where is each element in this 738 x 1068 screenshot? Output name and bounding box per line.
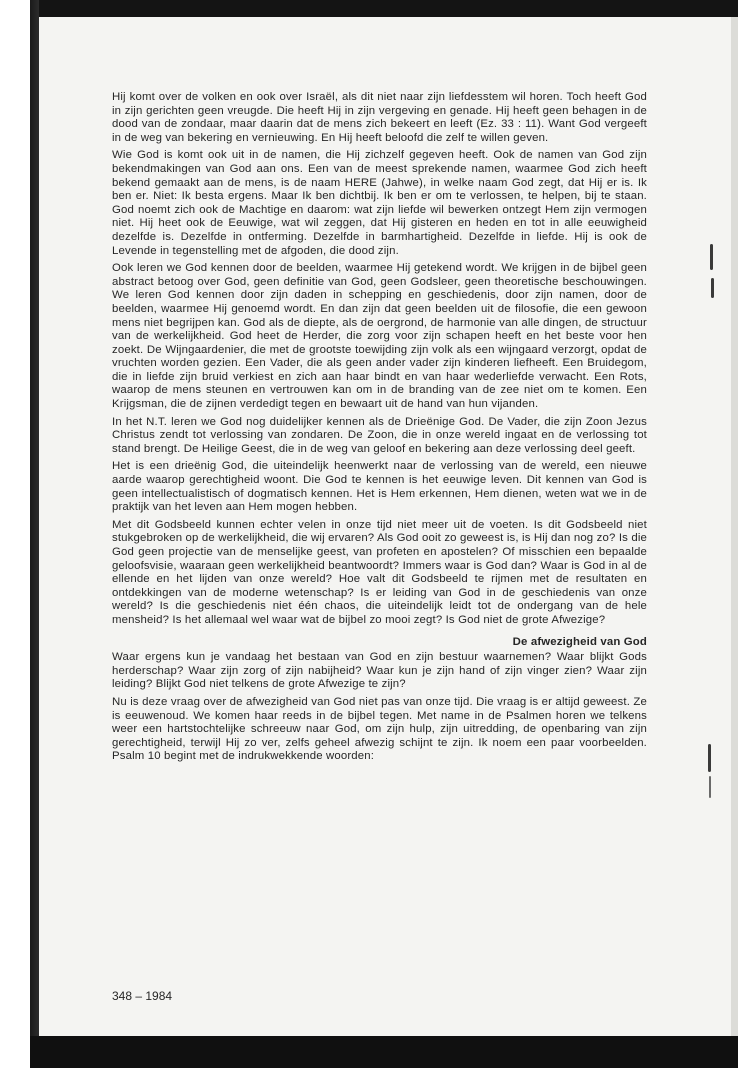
paragraph-1: Hij komt over de volken en ook over Israël, als dit niet naar zijn liefdesstem wil horen. Toch heeft God in zijn gerichten geen vreugde. Die heeft Hij in zijn vergeving en genade. Hij heeft geen behagen in de dood van de zondaar, maar daarin dat de mens zich bekeert en leeft (Ez. 33 : 11). Want God vergeeft in de weg van bekering en vernieuwing. En Hij heeft beloofd die zelf te willen geven.	[112, 91, 647, 144]
paragraph-4: In het N.T. leren we God nog duidelijker kennen als de Drieënige God. De Vader, die zijn Zoon Jezus Christus zendt tot verlossing van zondaren. De Zoon, die in onze wereld ingaat en de verlossing tot stand brengt. De Heilige Geest, die in de weg van geloof en bekering aan deze verlossing deel geeft.	[112, 415, 647, 455]
binding-mark-3	[708, 744, 711, 772]
paragraph-5: Het is een drieënig God, die uiteindelijk heenwerkt naar de verlossing van de wereld, een nieuwe aarde waarop gerechtigheid woont. Die God te kennen is het eeuwige leven. Dit kennen van God is geen intellectualistisch of dogmatisch kennen. Het is Hem erkennen, Hem dienen, weten wat we in de praktijk van het leven aan Hem mogen hebben.	[112, 460, 647, 514]
body-text	[112, 91, 647, 768]
paragraph-8: Nu is deze vraag over de afwezigheid van God niet pas van onze tijd. Die vraag is er altijd geweest. Ze is eeuwenoud. We komen haar reeds in de bijbel tegen. Met name in de Psalmen horen we telkens weer een hartstochtelijke schreeuw naar God, om zijn hulp, zijn uitredding, de openbaring van zijn gerechtigheid, terwijl Hij zo ver, zelfs geheel afwezig schijnt te zijn. Ik noem een paar voorbeelden. Psalm 10 begint met de indrukwekkende woorden:	[112, 695, 647, 763]
scan-border-left	[30, 0, 39, 1068]
scan-border-bottom	[30, 1036, 738, 1068]
paragraph-6: Met dit Godsbeeld kunnen echter velen in onze tijd niet meer uit de voeten. Is dit Godsbeeld niet stukgebroken op de werkelijkheid, die wij ervaren? Als God ooit zo geweest is, is Hij dan nog zo? Is die God geen projectie van de menselijke geest, van profeten en apostelen? Of misschien een bepaalde geloofsvisie, waaraan geen werkelijkheid beantwoordt? Immers waar is God dan? Waar is God in al de ellende en het lijden van onze wereld? Hoe valt dit Godsbeeld te rijmen met de resultaten en ontdekkingen van de moderne wetenschap? Is er leiding van God in de geschiedenis van onze wereld? Is die geschiedenis niet één chaos, die uiteindelijk leidt tot de ondergang van de hele mensheid? Is het allemaal wel waar wat de bijbel zo mooi zegt? Is God niet de grote Afwezige?	[112, 518, 647, 626]
section-heading: De afwezigheid van God	[512, 635, 647, 648]
page-number: 348 – 1984	[112, 989, 173, 1003]
page-edge	[731, 17, 738, 1036]
scan-border-top	[30, 0, 738, 17]
binding-mark-2	[711, 278, 714, 298]
paragraph-2: Wie God is komt ook uit in de namen, die Hij zichzelf gegeven heeft. Ook de namen van God zijn bekendmakingen van God aan ons. Een van de meest sprekende namen, waarmee God zich heeft bekend gemaakt aan de mens, is de naam HERE (Jahwe), in welke naam God zegt, dat Hij er is. Ik ben er. Niet: Ik besta ergens. Maar Ik ben dichtbij. Ik ben er om te verlossen, te helpen, bij te staan. God noemt zich ook de Machtige en daarom: wat zijn liefde wil bewerken ontzegt Hem zijn vermogen niet. Hij heet ook de Eeuwige, wat wil zeggen, dat Hij gisteren en heden en tot in alle eeuwigheid dezelfde is. Dezelfde in ontferming. Dezelfde in barmhartigheid. Dezelfde in liefde. Hij is ook de Levende in tegenstelling met de afgoden, die dood zijn.	[112, 149, 647, 257]
paragraph-3: Ook leren we God kennen door de beelden, waarmee Hij getekend wordt. We krijgen in de bijbel geen abstract betoog over God, geen definitie van God, geen Godsleer, geen theoretische beschouwingen. We leren God kennen door zijn daden in schepping en geschiedenis, door zijn namen, door de beelden, waarmee Hij genoemd wordt. En dan zijn dat geen beelden uit de filosofie, die een gewoon mens niet begrijpen kan. God als de diepte, als de oergrond, de harmonie van alle dingen, de structuur van de werkelijkheid. God heet de Herder, die zorg voor zijn schapen heeft en het beste voor hen zoekt. De Wijngaardenier, die met de grootste toewijding zijn volk als een wijngaard verzorgt, opdat de vruchten worden gezien. Een Vader, die als geen ander vader zijn kinderen liefheeft. Een Bruidegom, die in liefde zijn bruid verkiest en zich aan haar bindt en van haar wederliefde verwacht. Een Rots, waarop de mens steunen en vertrouwen kan om in de branding van de zee niet om te komen. Een Krijgsman, die de zijnen verdedigt tegen en bewaart uit de hand van hun vijanden.	[112, 262, 647, 411]
paragraph-7: Waar ergens kun je vandaag het bestaan van God en zijn bestuur waarnemen? Waar blijkt Gods herderschap? Waar zijn zorg of zijn nabijheid? Waar kun je zijn hand of zijn vinger zien? Waar zijn leiding? Blijkt God niet telkens de grote Afwezige te zijn?	[112, 651, 647, 691]
binding-mark-4	[709, 776, 711, 798]
binding-mark-1	[710, 244, 713, 270]
